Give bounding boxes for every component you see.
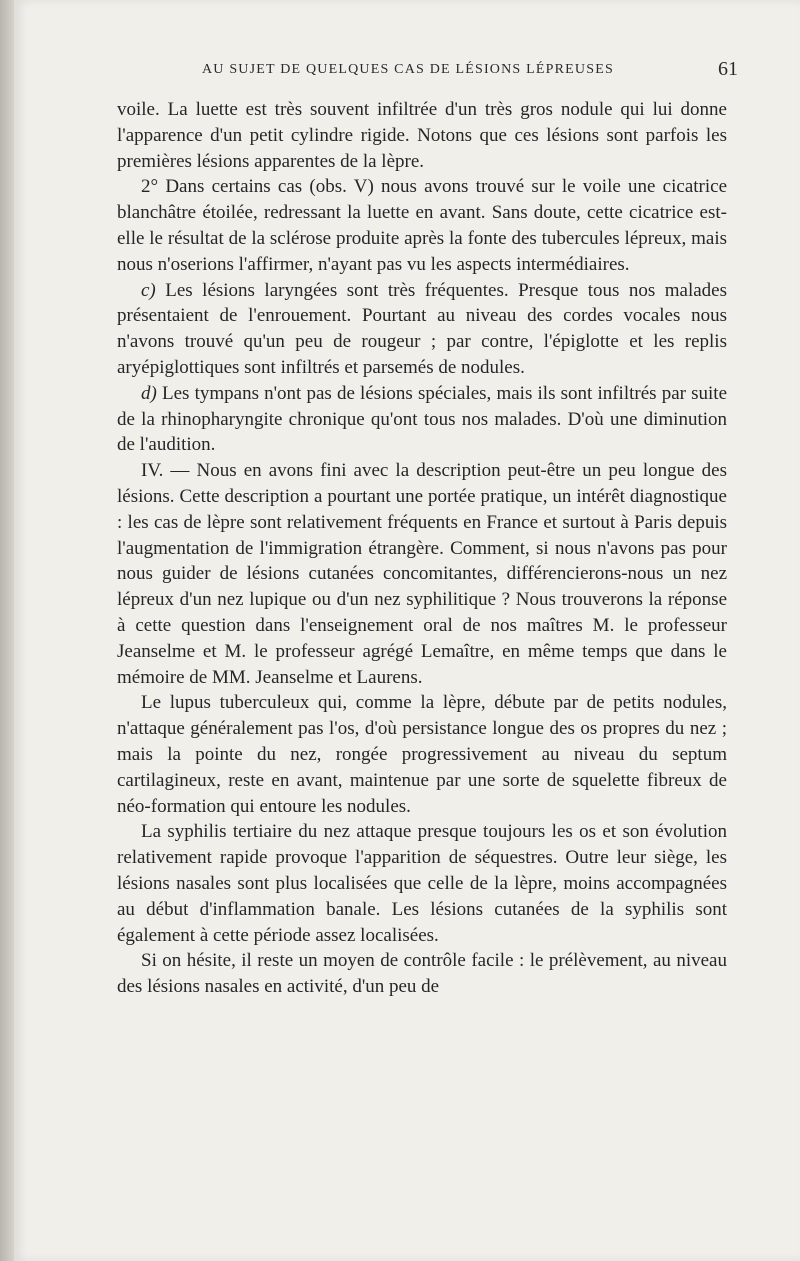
paragraph-syphilis: La syphilis tertiaire du nez attaque presque toujours les os et son évolution relativement rapide provoque l'apparition de séquestres. Outre leur siège, les lésions nasales sont plus localisées que celle de la lèpre, moins accompagnées au début d'inflammation banale. Les lésions cutanées de la syphilis sont également à cette période assez localisées. (117, 821, 727, 946)
paragraph-lupus: Le lupus tuberculeux qui, comme la lèpre, débute par de petits nodules, n'attaque généralement pas l'os, d'où persistance longue des os propres du nez ; mais la pointe du nez, rongée progressivement au niveau du septum cartilagineux, reste en avant, maintenue par une sorte de squelette fibreux de néo-formation qui entoure les nodules. (117, 692, 727, 817)
paragraph-cicatrice: 2° Dans certains cas (obs. V) nous avons trouvé sur le voile une cicatrice blanchâtre étoilée, redressant la luette en avant. Sans doute, cette cicatrice est-elle le résultat de la sclérose produite après la fonte des tubercules lépreux, mais nous n'oserions l'affirmer, n'ayant pas vu les aspects intermédiaires. (117, 176, 727, 275)
paragraph-prelevement: Si on hésite, il reste un moyen de contrôle facile : le prélèvement, au niveau des lésions nasales en activité, d'un peu de (117, 950, 727, 998)
section-label-d: d) (141, 382, 157, 404)
page-gutter (0, 0, 14, 1261)
section-label-c: c) (141, 279, 156, 301)
body-text (117, 97, 727, 1000)
paragraph-lesions-laryngees: c) Les lésions laryngées sont très fréquentes. Presque tous nos malades présentaient de l'enrouement. Pourtant au niveau des cordes vocales nous n'avons trouvé qu'un peu de rougeur ; par contre, l'épiglotte et les replis aryépiglottiques sont infiltrés et parsemés de nodules. (117, 279, 728, 378)
paragraph-tympans: d) Les tympans n'ont pas de lésions spéciales, mais ils sont infiltrés par suite de la rhinopharyngite chronique qu'ont tous nos malades. D'où une diminution de l'audition. (117, 382, 727, 456)
paragraph-voile: voile. La luette est très souvent infiltrée d'un très gros nodule qui lui donne l'apparence d'un petit cylindre rigide. Notons que ces lésions sont parfois les premières lésions apparentes de la lèpre. (117, 99, 727, 172)
page-number: 61 (718, 58, 738, 80)
paragraph-diagnostic: IV. — Nous en avons fini avec la description peut-être un peu longue des lésions. Cette description a pourtant une portée pratique, un intérêt diagnostique : les cas de lèpre sont relativement fréquents en France et surtout à Paris depuis l'augmentation de l'immigration étrangère. Comment, si nous n'avons pas pour nous guider de lésions cutanées concomitantes, différencierons-nous un nez lépreux d'un nez lupique ou d'un nez syphilitique ? Nous trouverons la réponse à cette question dans l'enseignement oral de nos maîtres M. le professeur Jeanselme et M. le professeur agrégé Lemaître, en même temps que dans le mémoire de MM. Jeanselme et Laurens. (117, 460, 727, 688)
running-head: AU SUJET DE QUELQUES CAS DE LÉSIONS LÉPREUSES (202, 62, 614, 77)
page-header (110, 58, 740, 84)
